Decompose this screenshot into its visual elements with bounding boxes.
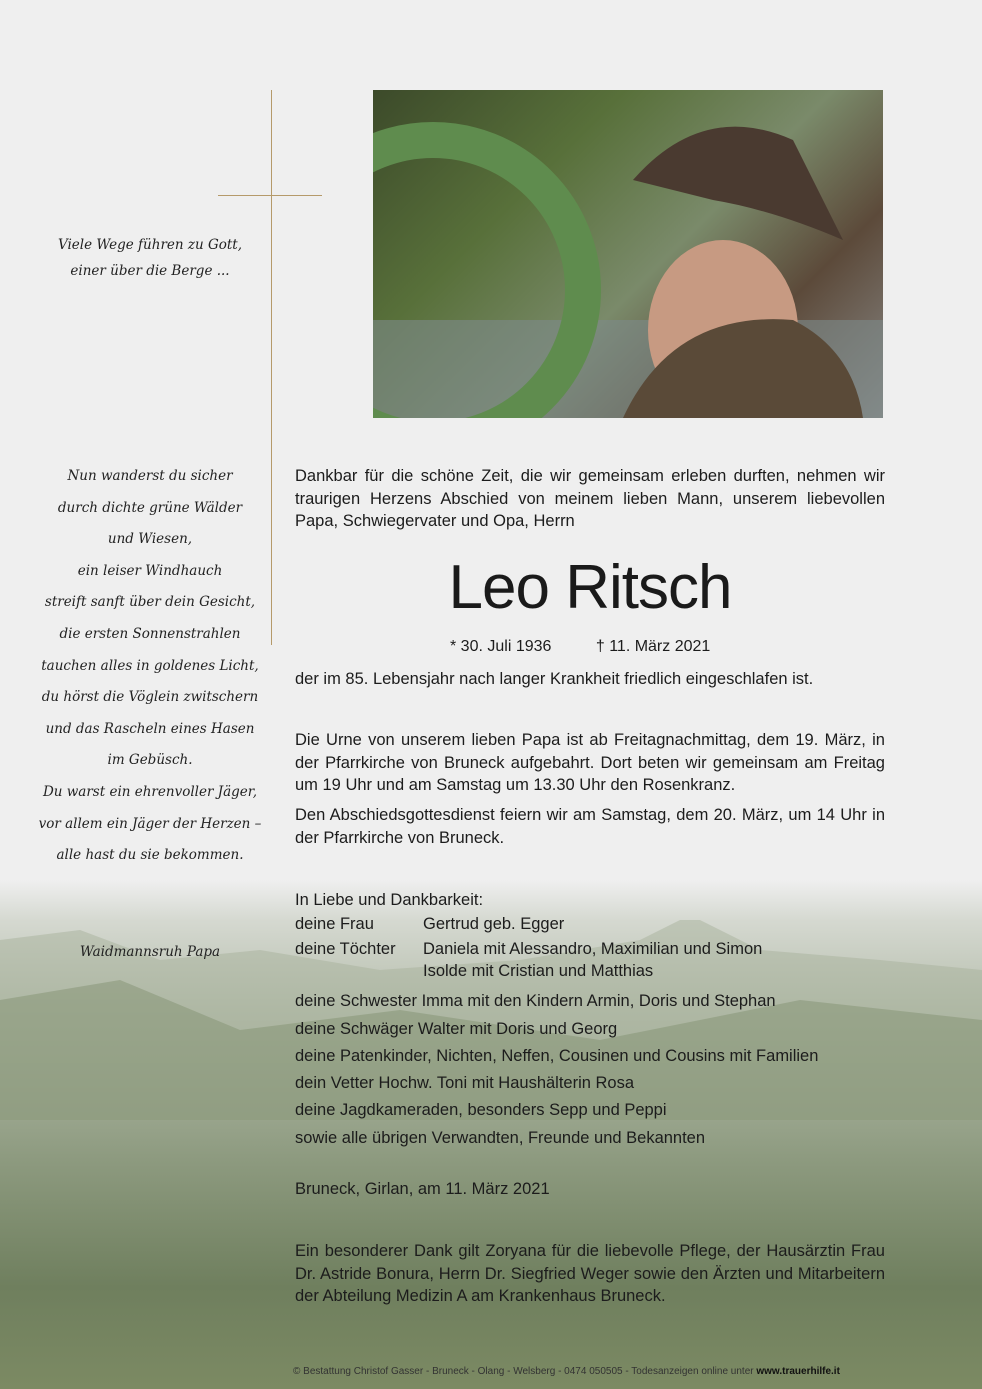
- quote: [30, 232, 270, 284]
- family-row: [295, 960, 818, 982]
- poem-line: Nun wanderst du sicher: [67, 468, 233, 484]
- poem-line: ein leiser Windhauch: [77, 562, 223, 579]
- poem-line: Du warst ein ehrenvoller Jäger,: [42, 783, 258, 800]
- poem-line: und das Rascheln eines Hasen: [45, 720, 255, 737]
- cross-horizontal: [218, 195, 322, 196]
- age-line: der im 85. Lebensjahr nach langer Krankheit friedlich eingeschlafen ist.: [295, 670, 814, 688]
- poem-line: du hörst die Vöglein zwitschern: [41, 689, 259, 706]
- intro-text: Dankbar für die schöne Zeit, die wir gemeinsam erleben durften, nehmen wir traurigen Herzens Abschied von meinem lieben Mann, unserem liebevollen Papa, Schwiegervater und Opa, Herrn: [295, 467, 885, 530]
- poem-line: und Wiesen,: [107, 531, 193, 548]
- family-label: deine Frau: [295, 915, 374, 933]
- poem-line: durch dichte grüne Wälder: [57, 499, 243, 516]
- poem-line: streift sanft über dein Gesicht,: [44, 594, 256, 611]
- family-row: [295, 911, 818, 938]
- funeral-info: Die Urne von unserem lieben Papa ist ab Freitagnachmittag, dem 19. März, in der Pfarrkirche von Bruneck aufgebahrt. Dort beten wir gemeinsam am Freitag um 19 Uhr und am Samstag um 13.30 Uhr den Rosenkranz.: [295, 731, 885, 794]
- poem-line: alle hast du sie bekommen.: [56, 847, 244, 864]
- poem: [30, 461, 270, 872]
- quote-line: Viele Wege führen zu Gott,: [57, 237, 243, 253]
- family-names: Gertrud geb. Egger: [423, 915, 565, 933]
- footer-text: © Bestattung Christof Gasser - Bruneck - Olang - Welsberg - 0474 050505 - Todesanzeigen online unter: [293, 1366, 757, 1377]
- birth-date: * 30. Juli 1936: [450, 638, 552, 655]
- family-intro: In Liebe und Dankbarkeit:: [295, 891, 484, 909]
- quote-line: einer über die Berge ...: [70, 263, 230, 279]
- thanks-text: Ein besonderer Dank gilt Zoryana für die liebevolle Pflege, der Hausärztin Frau Dr. Astride Bonura, Herrn Dr. Siegfried Weger sowie den Ärzten und Mitarbeitern der Abteilung Medizin A am Krankenhaus Bruneck.: [295, 1242, 885, 1305]
- family-row: [295, 938, 818, 960]
- portrait-photo: [373, 90, 883, 418]
- service-info: Den Abschiedsgottesdienst feiern wir am Samstag, dem 20. März, um 14 Uhr in der Pfarrkirche von Bruneck.: [295, 806, 885, 847]
- dates: [450, 638, 750, 656]
- family-line: deine Schwäger Walter mit Doris und Georg: [295, 1019, 618, 1038]
- family-label: deine Töchter: [295, 940, 396, 959]
- closing-poem: Waidmannsruh Papa: [79, 944, 221, 960]
- family-line: deine Patenkinder, Nichten, Neffen, Cousinen und Cousins mit Familien: [295, 1046, 819, 1065]
- family-label: [295, 960, 423, 982]
- family-line: dein Vetter Hochw. Toni mit Haushälterin Rosa: [295, 1074, 635, 1093]
- cross-vertical: [271, 90, 272, 645]
- poem-line: tauchen alles in goldenes Licht,: [41, 657, 259, 674]
- death-date: † 11. März 2021: [595, 638, 711, 655]
- family-list: [295, 889, 818, 1152]
- poem-line: die ersten Sonnenstrahlen: [59, 625, 241, 642]
- footer: [293, 1366, 840, 1377]
- poem-line: vor allem ein Jäger der Herzen –: [38, 815, 262, 832]
- place-date: Bruneck, Girlan, am 11. März 2021: [295, 1180, 550, 1198]
- family-line: deine Jagdkameraden, besonders Sepp und Peppi: [295, 1101, 667, 1120]
- deceased-name: Leo Ritsch: [448, 553, 732, 622]
- family-names: Daniela mit Alessandro, Maximilian und Simon: [423, 940, 763, 959]
- family-line: deine Schwester Imma mit den Kindern Armin, Doris und Stephan: [295, 992, 776, 1011]
- family-names: Isolde mit Cristian und Matthias: [423, 962, 654, 981]
- poem-line: im Gebüsch.: [107, 752, 193, 769]
- footer-link[interactable]: www.trauerhilfe.it: [756, 1366, 840, 1377]
- family-line: sowie alle übrigen Verwandten, Freunde und Bekannten: [295, 1128, 706, 1147]
